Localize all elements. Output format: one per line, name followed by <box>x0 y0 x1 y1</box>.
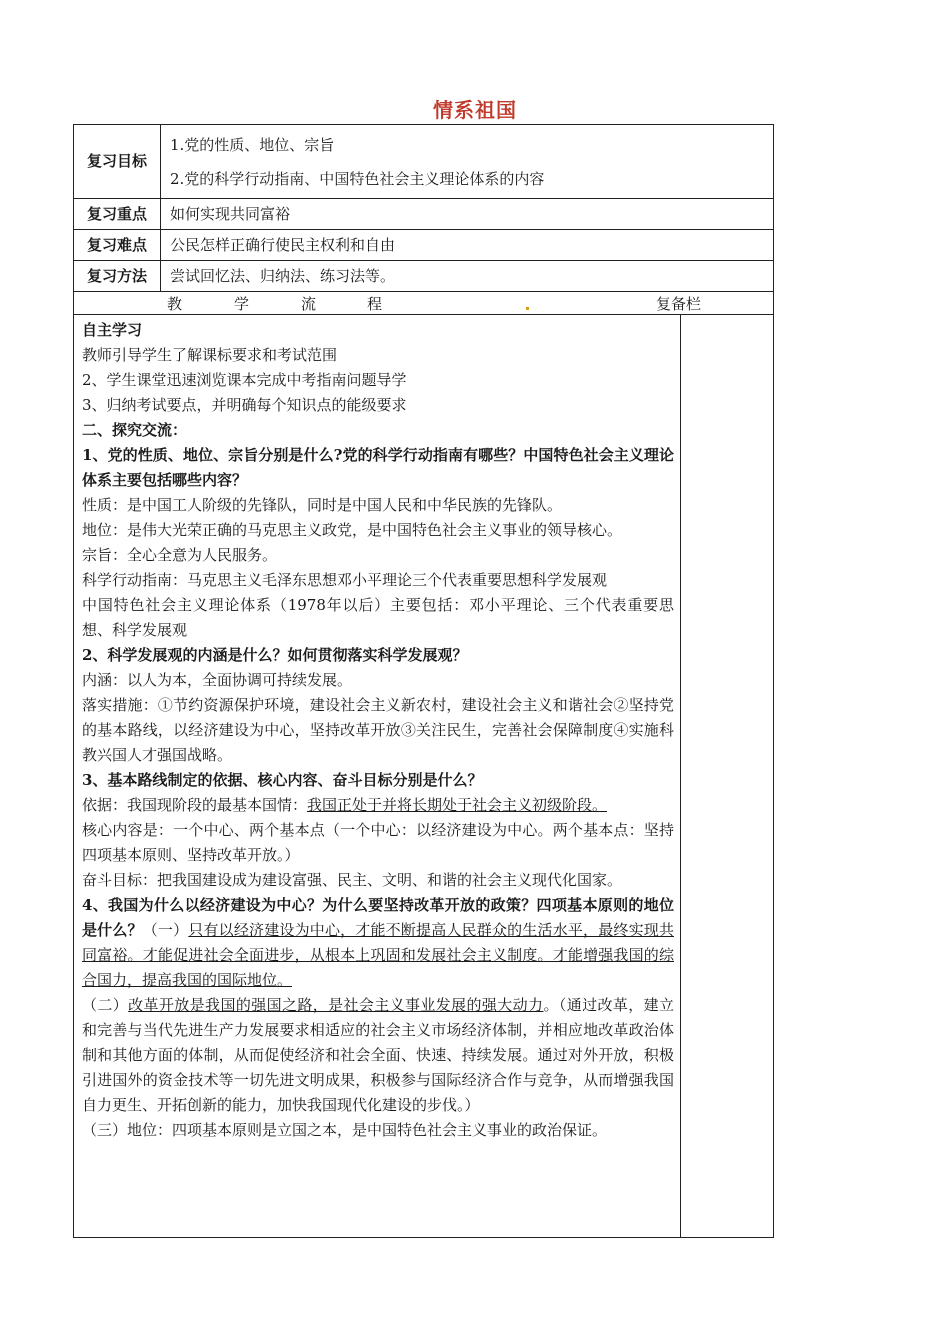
content-row <box>74 315 774 1238</box>
answer-2-measures: 落实措施：①节约资源保护环境，建设社会主义新农村，建设社会主义和谐社会②坚持党的基本路线，以经济建设为中心，坚持改革开放③关注民生，完善社会保障制度④实施科教兴国人才强国战略。 <box>82 696 674 764</box>
method-label: 复习方法 <box>74 261 161 292</box>
question-3: 3、基本路线制定的依据、核心内容、奋斗目标分别是什么？ <box>82 771 483 789</box>
flow-header-row <box>74 292 774 315</box>
answer-3-basis-underlined: 我国正处于并将长期处于社会主义初级阶段。 <box>307 796 608 814</box>
answer-4-part1-label: （一） <box>142 921 189 939</box>
question-4: 4、我国为什么以经济建设为中心？为什么要坚持改革开放的政策？四项基本原则的地位是什么？ <box>82 896 674 939</box>
self-study-item-1: 教师引导学生了解课标要求和考试范围 <box>82 346 338 364</box>
question-4-block <box>82 893 674 993</box>
review-column <box>681 315 774 1238</box>
difficulty-value: 公民怎样正确行使民主权利和自由 <box>161 230 774 261</box>
goal-label: 复习目标 <box>74 125 161 199</box>
stray-mark <box>526 307 529 310</box>
flow-char-1: 教 <box>167 295 183 313</box>
difficulty-label: 复习难点 <box>74 230 161 261</box>
goal-value <box>161 125 774 199</box>
flow-header-cell <box>74 292 774 315</box>
key-label: 复习重点 <box>74 199 161 230</box>
self-study-heading: 自主学习 <box>82 321 143 339</box>
question-2: 2、科学发展观的内涵是什么？如何贯彻落实科学发展观？ <box>82 646 468 664</box>
answer-4-part2-label: （二） <box>82 996 129 1014</box>
answer-1-purpose: 宗旨：全心全意为人民服务。 <box>82 546 278 564</box>
difficulty-row <box>74 230 774 261</box>
flow-char-2: 学 <box>234 295 250 313</box>
answer-3-goal: 奋斗目标：把我国建设成为建设富强、民主、文明、和谐的社会主义现代化国家。 <box>82 871 623 889</box>
answer-4-part2-underlined: 改革开放是我国的强国之路，是社会主义事业发展的强大动力 <box>128 996 544 1014</box>
self-study-item-3: 3、归纳考试要点，并明确每个知识点的能级要求 <box>82 396 407 414</box>
answer-2-meaning: 内涵：以人为本，全面协调可持续发展。 <box>82 671 353 689</box>
method-value: 尝试回忆法、归纳法、练习法等。 <box>161 261 774 292</box>
answer-3-basis-label: 依据：我国现阶段的最基本国情： <box>82 796 308 814</box>
flow-char-3: 流 <box>301 295 317 313</box>
goal-item-1: 1.党的性质、地位、宗旨 <box>170 135 335 154</box>
self-study-item-2: 2、学生课堂迅速浏览课本完成中考指南问题导学 <box>82 371 407 389</box>
question-1: 1、党的性质、地位、宗旨分别是什么?党的科学行动指南有哪些？中国特色社会主义理论体系主要包括哪些内容？ <box>82 446 674 489</box>
answer-4-part1-underlined: 只有以经济建设为中心，才能不断提高人民群众的生活水平，最终实现共同富裕。才能促进社会全面进步，从根本上巩固和发展社会主义制度。才能增强我国的综合国力，提高我国的国际地位。 <box>82 921 674 989</box>
lesson-content <box>74 315 681 1238</box>
answer-1-status: 地位：是伟大光荣正确的马克思主义政党，是中国特色社会主义事业的领导核心。 <box>82 521 623 539</box>
flow-char-4: 程 <box>367 295 383 313</box>
answer-3-basis <box>82 793 674 818</box>
answer-4-part2-rest: 。（通过改革，建立和完善与当代先进生产力发展要求相适应的社会主义市场经济体制，并相应地改革政治体制和其他方面的体制，从而促使经济和社会全面、快速、持续发展。通过对外开放，积极引进国外的资金技术等一切先进文明成果，积极参与国际经济合作与竞争，从而增强我国自力更生、开拓创新的能力，加快我国现代化建设的步伐。） <box>82 996 674 1114</box>
answer-1-nature: 性质：是中国工人阶级的先锋队，同时是中国人民和中华民族的先锋队。 <box>82 496 563 514</box>
answer-1-guide: 科学行动指南：马克思主义毛泽东思想邓小平理论三个代表重要思想科学发展观 <box>82 571 608 589</box>
page-title: 情系祖国 <box>433 98 517 122</box>
review-column-title: 复备栏 <box>656 295 702 313</box>
answer-4-part2 <box>82 993 674 1118</box>
goal-row <box>74 125 774 199</box>
answer-4-part3: （三）地位：四项基本原则是立国之本，是中国特色社会主义事业的政治保证。 <box>82 1121 608 1139</box>
lesson-plan-table <box>73 124 774 1238</box>
key-value: 如何实现共同富裕 <box>161 199 774 230</box>
answer-3-core: 核心内容是：一个中心、两个基本点（一个中心：以经济建设为中心。两个基本点：坚持四项基本原则、坚持改革开放。） <box>82 821 674 864</box>
goal-item-2: 2.党的科学行动指南、中国特色社会主义理论体系的内容 <box>170 169 545 188</box>
key-row <box>74 199 774 230</box>
explore-heading: 二、探究交流： <box>82 421 188 439</box>
method-row <box>74 261 774 292</box>
answer-1-theory: 中国特色社会主义理论体系（1978年以后）主要包括：邓小平理论、三个代表重要思想、科学发展观 <box>82 596 674 639</box>
